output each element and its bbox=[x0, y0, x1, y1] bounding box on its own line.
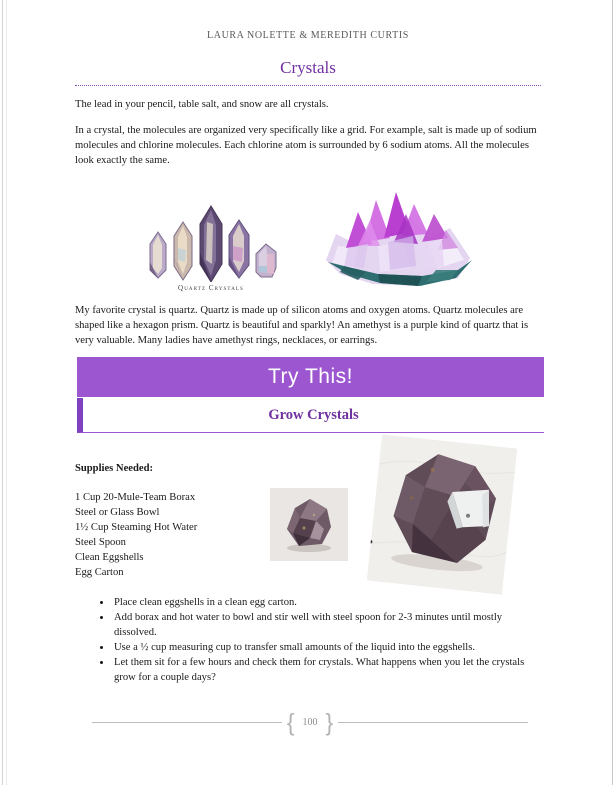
page-number-bracket-right: } bbox=[325, 708, 334, 736]
instruction-step: • Place clean eggshells in a clean egg carton. bbox=[112, 595, 541, 610]
supply-item: Clean Eggshells bbox=[75, 552, 144, 563]
supply-item: 1½ Cup Steaming Hot Water bbox=[75, 522, 198, 533]
footer-rule-left bbox=[92, 722, 282, 723]
page-right-edge bbox=[612, 0, 613, 785]
activity-section bbox=[75, 433, 541, 595]
supply-item: Steel or Glass Bowl bbox=[75, 507, 160, 518]
amethyst-crystal-large-photo bbox=[367, 434, 518, 594]
quartz-crystals-illustration bbox=[136, 202, 286, 282]
instruction-step: • Let them sit for a few hours and check them for crystals. What happens when you let the crystals grow for a couple days? bbox=[112, 655, 541, 685]
grow-crystals-heading: Grow Crystals bbox=[77, 398, 544, 433]
footer-rule-right bbox=[338, 722, 528, 723]
amethyst-crystal-small-photo bbox=[270, 488, 348, 561]
instruction-step: • Use a ½ cup measuring cup to transfer small amounts of the liquid into the eggshells. bbox=[112, 640, 541, 655]
page-footer bbox=[92, 708, 528, 736]
try-this-banner: Try This! bbox=[77, 357, 544, 397]
page-number: 100 bbox=[302, 717, 318, 728]
instructions-list bbox=[75, 595, 541, 685]
title-divider bbox=[75, 85, 541, 86]
amethyst-cluster-photo bbox=[318, 186, 480, 292]
page-left-edge bbox=[2, 0, 3, 785]
quartz-illustration-block bbox=[136, 202, 286, 292]
quartz-illustration-caption: Quartz Crystals bbox=[178, 284, 244, 292]
page-left-edge-inner bbox=[6, 0, 7, 785]
supply-item: Steel Spoon bbox=[75, 537, 126, 548]
paragraph-intro: The lead in your pencil, table salt, and snow are all crystals. bbox=[75, 99, 329, 110]
supplies-label: Supplies Needed: bbox=[75, 463, 153, 474]
supply-item: Egg Carton bbox=[75, 567, 124, 578]
crystal-images-row bbox=[75, 181, 541, 292]
running-header: LAURA NOLETTE & MEREDITH CURTIS bbox=[207, 30, 409, 41]
page-number-bracket-left: { bbox=[286, 708, 295, 736]
supply-item: 1 Cup 20-Mule-Team Borax bbox=[75, 492, 196, 503]
instruction-step: • Add borax and hot water to bowl and stir well with steel spoon for 2-3 minutes until mostly dissolved. bbox=[112, 610, 541, 640]
page-content bbox=[75, 0, 541, 734]
paragraph-quartz: My favorite crystal is quartz. Quartz is made up of silicon atoms and oxygen atoms. Quartz molecules are shaped like a hexagon prism. Quartz is beautiful and sparkly! An amethyst is a purple kind of quartz that is very valuable. Many ladies have amethyst rings, necklaces, or earrings. bbox=[75, 305, 529, 346]
page-title: Crystals bbox=[280, 58, 336, 77]
paragraph-grid: In a crystal, the molecules are organized very specifically like a grid. For example, salt is made up of sodium molecules and chlorine molecules. Each chlorine atom is surrounded by 6 sodium atoms. All the molecules look exactly the same. bbox=[75, 125, 537, 166]
